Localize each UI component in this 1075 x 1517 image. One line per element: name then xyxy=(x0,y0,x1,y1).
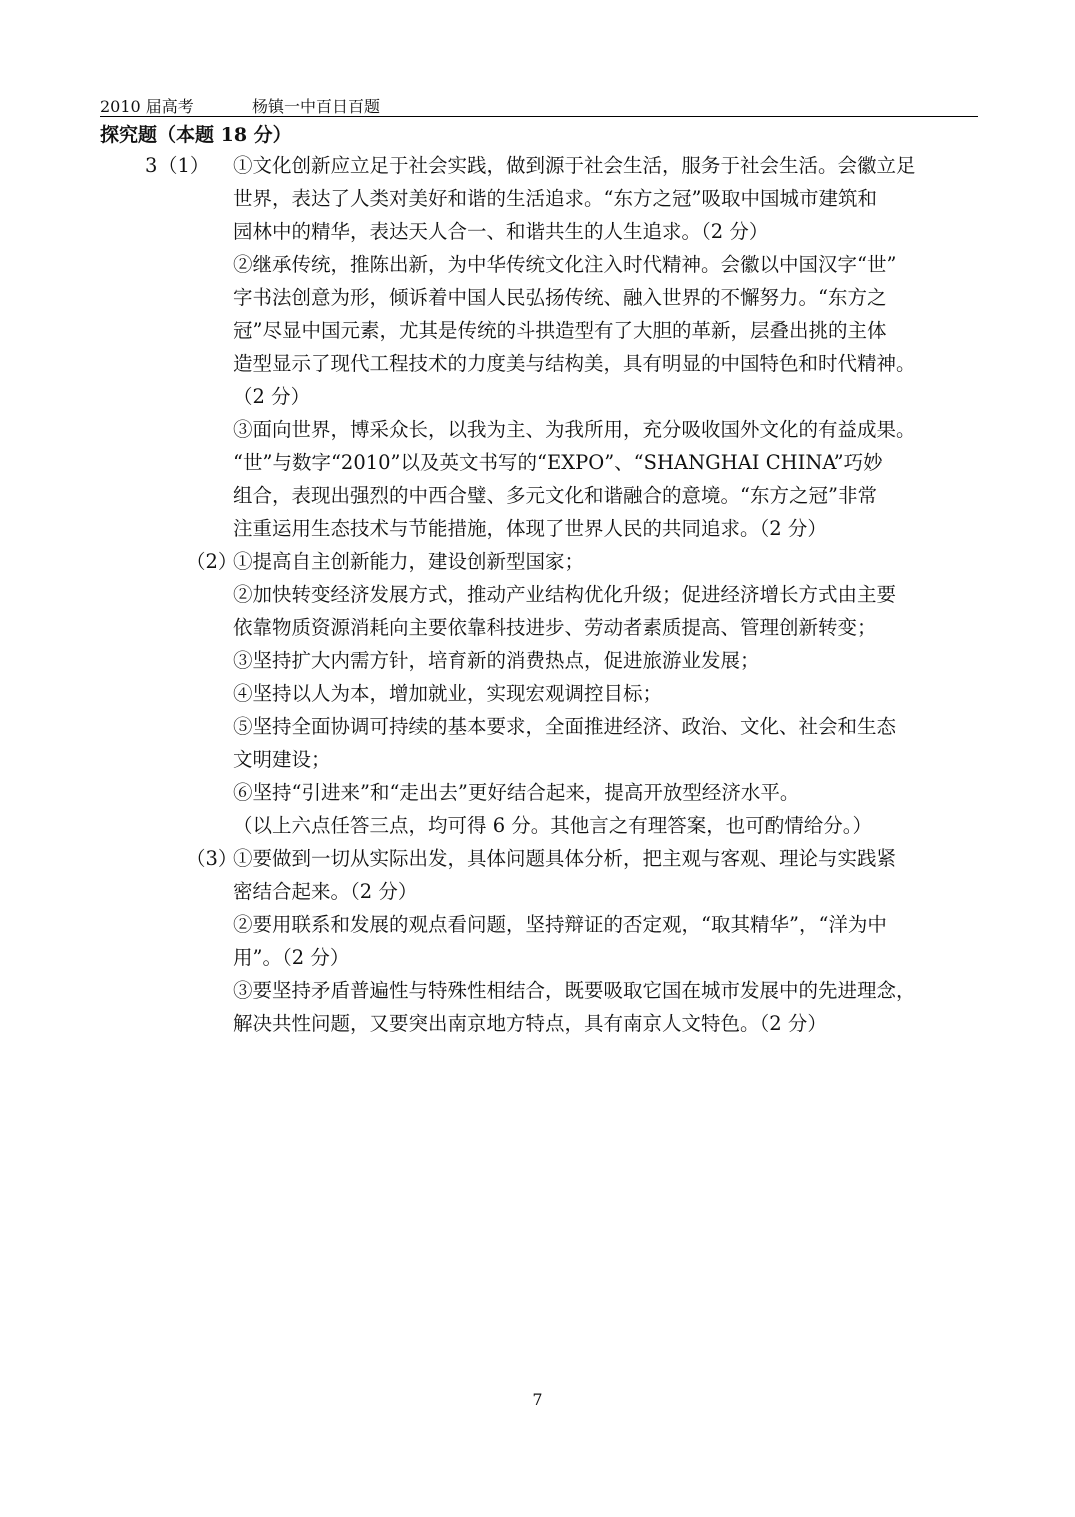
answer-line: ①提高自主创新能力，建设创新型国家； xyxy=(233,550,585,573)
header-exam-year: 2010 届高考 xyxy=(100,97,194,116)
page-header xyxy=(100,90,978,117)
answer-line: 冠”尽显中国元素，尤其是传统的斗拱造型有了大胆的革新，层叠出挑的主体 xyxy=(233,319,887,342)
page-number: 7 xyxy=(532,1390,543,1409)
answer-line: 世界，表达了人类对美好和谐的生活追求。“东方之冠”吸取中国城市建筑和 xyxy=(233,187,877,210)
answer-line: （以上六点任答三点，均可得 6 分。其他言之有理答案，也可酌情给分。） xyxy=(233,814,873,837)
answer-line: ⑥坚持“引进来”和“走出去”更好结合起来，提高开放型经济水平。 xyxy=(233,781,800,804)
part-label: （2） xyxy=(186,550,238,573)
answer-line: ④坚持以人为本，增加就业，实现宏观调控目标； xyxy=(233,682,663,705)
answer-line: 园林中的精华，表达天人合一、和谐共生的人生追求。（2 分） xyxy=(233,220,769,243)
answer-line: ②要用联系和发展的观点看问题，坚持辩证的否定观，“取其精华”，“洋为中 xyxy=(233,913,887,936)
answer-line: “世”与数字“2010”以及英文书写的“EXPO”、“SHANGHAI CHINA”巧妙 xyxy=(233,451,883,474)
answer-line: 解决共性问题，又要突出南京地方特点，具有南京人文特色。（2 分） xyxy=(233,1012,827,1035)
header-school-title: 杨镇一中百日百题 xyxy=(252,97,381,116)
answer-line: ③面向世界，博采众长，以我为主、为我所用，充分吸收国外文化的有益成果。 xyxy=(233,418,916,441)
answer-line: 造型显示了现代工程技术的力度美与结构美，具有明显的中国特色和时代精神。 xyxy=(233,352,916,375)
answer-line: ③坚持扩大内需方针，培育新的消费热点，促进旅游业发展； xyxy=(233,649,760,672)
answer-line: ③要坚持矛盾普遍性与特殊性相结合，既要吸取它国在城市发展中的先进理念， xyxy=(233,979,916,1002)
answer-line: ①要做到一切从实际出发，具体问题具体分析，把主观与客观、理论与实践紧 xyxy=(233,847,897,870)
answer-line: 依靠物质资源消耗向主要依靠科技进步、劳动者素质提高、管理创新转变； xyxy=(233,616,877,639)
answer-line: 注重运用生态技术与节能措施，体现了世界人民的共同追求。（2 分） xyxy=(233,517,827,540)
answer-line: ②继承传统，推陈出新，为中华传统文化注入时代精神。会徽以中国汉字“世” xyxy=(233,253,897,276)
answer-line: ②加快转变经济发展方式，推动产业结构优化升级；促进经济增长方式由主要 xyxy=(233,583,897,606)
answer-line: 字书法创意为形，倾诉着中国人民弘扬传统、融入世界的不懈努力。“东方之 xyxy=(233,286,887,309)
answer-line: （2 分） xyxy=(233,385,311,408)
answer-line: ⑤坚持全面协调可持续的基本要求，全面推进经济、政治、文化、社会和生态 xyxy=(233,715,897,738)
part-label: （3） xyxy=(186,847,238,870)
answer-line: 密结合起来。（2 分） xyxy=(233,880,418,903)
answer-line: ①文化创新应立足于社会实践，做到源于社会生活，服务于社会生活。会徽立足 xyxy=(233,154,916,177)
section-title: 探究题（本题 18 分） xyxy=(100,124,292,146)
part-label: （1） xyxy=(158,154,210,177)
question-number: 3 xyxy=(145,154,158,177)
answer-line: 文明建设； xyxy=(233,748,331,771)
answer-line: 组合，表现出强烈的中西合璧、多元文化和谐融合的意境。“东方之冠”非常 xyxy=(233,484,877,507)
answer-line: 用”。（2 分） xyxy=(233,946,350,969)
